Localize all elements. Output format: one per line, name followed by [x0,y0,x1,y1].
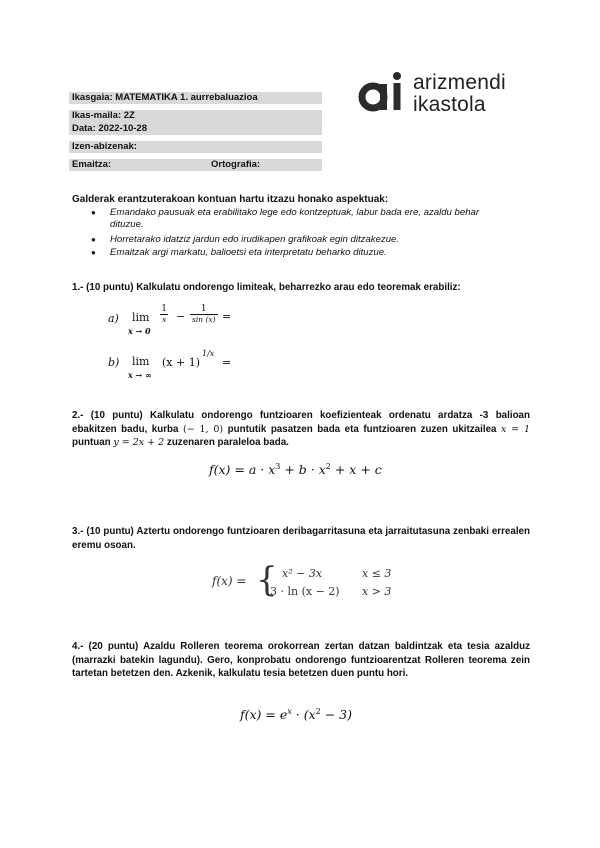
q2-formula-lhs: f(x) = a · x [209,462,276,478]
q1-a-frac2 [190,304,218,324]
logo-mark [357,70,405,116]
q4-formula-lhs: f(x) = e [240,707,288,723]
q2-formula [209,462,382,477]
guideline-item: ● Emaitzak argi markatu, balioetsi eta interpretatu beharko dituzue. [110,247,510,259]
logo-line1: arizmendi [413,71,506,94]
q1-a-den2: sin (x) [192,315,216,324]
q1-a-minus: − [176,310,186,323]
q1-b-lim: lim [132,355,150,368]
q1-b-equals: = [222,356,232,369]
q4-formula-rest: − 3) [324,707,352,723]
q3-case1-expr: x² − 3x [282,567,323,580]
name-label: Izen-abizenak: [72,141,137,152]
logo-line2: ikastola [413,93,486,116]
name-field [69,141,322,153]
q3-case2-expr: 3 · ln (x − 2) [270,585,340,598]
subject-text: Ikasgaia: MATEMATIKA 1. aurrebaluazioa [72,92,258,103]
q4-formula [240,707,352,722]
q1-a-label: a) [108,312,119,325]
school-logo [357,70,537,120]
grade-field [69,159,322,171]
q2-x1: x = 1 [501,423,530,435]
question-2-text [72,409,530,450]
spelling-label: Ortografia: [211,159,261,170]
q2-text-part3: puntuan [72,437,111,448]
q1-b-label: b) [108,356,120,369]
guideline-item: ● Emandako pausuak eta erabilitako lege edo kontzeptuak, labur bada ere, azaldu behar dituzue. [110,207,510,231]
q2-text-part4: zuzenaren paraleloa bada. [166,437,289,448]
question-4-text: 4.- (20 puntu) Azaldu Rolleren teorema orokorrean zertan datzan baldintzak eta tesia azalduz (marrazki batekin lagundu). Gero, konprobatu ondorengo funtzioarentzat Rolleren teorema zein tartetan betetzen den. Azkenik, kalkulatu tesia betetzen duen puntu hori. [72,641,530,679]
q1-b-expr: (x + 1) [162,356,200,369]
q1-a-den1: x [162,315,167,324]
q2-line: y = 2x + 2 [113,437,165,448]
question-3-text: 3.- (10 puntu) Aztertu ondorengo funtzioaren deribagarritasuna eta jarraitutasuna zenbaki errealen eremu osoan. [72,526,530,551]
q2-formula-mid: + b · x [284,462,326,478]
q3-brace: { [256,560,278,600]
q3-case2-cond: x > 3 [362,585,392,598]
q4-exp-x: x [287,707,292,716]
q1-b-exponent: 1/x [202,349,215,358]
guideline-item: ● Horretarako idatziz jardun edo irudikapen grafikoak egin ditzakezue. [110,234,510,246]
q2-formula-rest: + x + c [334,462,382,478]
q3-lhs: f(x) = [212,574,247,588]
q3-case1-cond: x ≤ 3 [362,567,392,580]
q1-a-sub: x → 0 [128,326,151,336]
date-text: Data: 2022-10-28 [72,122,147,134]
q4-formula-mid: · (x [295,707,316,723]
guidelines-list [110,207,510,259]
q2-point: (− 1, 0) [183,423,224,435]
q1-a-num1: 1 [161,304,167,314]
level-text: Ikas-maila: 2Z [72,110,135,121]
question-1-text: 1.- (10 puntu) Kalkulatu ondorengo limiteak, beharrezko arau edo teoremak erabiliz: [72,282,461,293]
q1-a-frac1 [160,304,168,324]
q2-text-part1: 2.- (10 puntu) Kalkulatu ondorengo funtzioaren koefizienteak ordenatu ardatza -3 balioan ebakitzen badu, kurba [72,410,530,435]
q1-a-equals: = [222,310,232,323]
q1-b-sub: x → ∞ [128,370,152,380]
q1-a-num2: 1 [200,304,207,314]
subject-field [69,92,322,104]
q3-piecewise [212,560,412,604]
level-date-field [69,110,322,135]
q2-exp2: 2 [325,462,331,471]
guidelines-title: Galderak erantzuterakoan kontuan hartu itzazu honako aspektuak: [72,194,389,205]
result-label: Emaitza: [72,159,112,170]
q2-text-part2: puntutik pasatzen bada eta funtzioaren zuzen ukitzailea [227,423,497,435]
q2-exp3: 3 [275,462,281,471]
q1-limit-a [108,304,308,338]
q1-a-lim: lim [132,311,150,324]
q4-exp2: 2 [315,707,321,716]
q1-limit-b [108,347,308,383]
